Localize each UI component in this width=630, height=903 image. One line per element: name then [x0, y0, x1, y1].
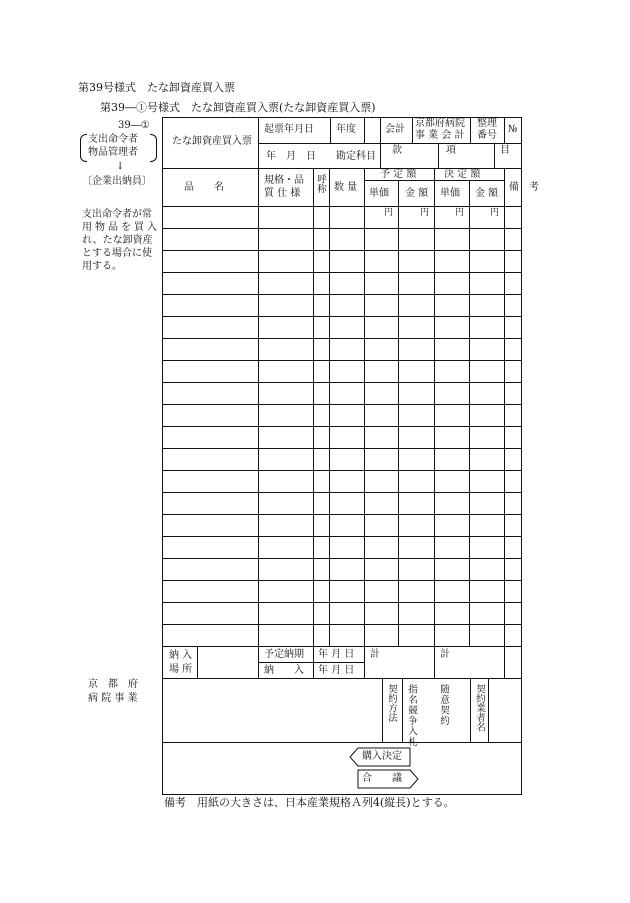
table-row	[162, 558, 522, 559]
delivery-place-label-1: 納 入	[169, 650, 193, 661]
accounting-name-1: 京都府病院	[415, 118, 465, 129]
table-row	[162, 580, 522, 581]
org-name-1: 京 都 府	[88, 679, 138, 690]
col-remarks: 備 考	[509, 182, 539, 193]
moku-label: 目	[500, 145, 510, 156]
ref-label-2: 番号	[477, 130, 497, 141]
method-designated-bid: 指名競争入札	[405, 684, 417, 747]
delivered-ymd: 年 月 日	[318, 665, 355, 676]
doc-name: たな卸資産買入票	[172, 136, 252, 147]
fiscal-year-label: 年度	[336, 124, 356, 135]
form-number: 39―①	[118, 120, 150, 131]
method-private-contract: 随意契約	[437, 684, 449, 726]
kou-label: 項	[446, 145, 456, 156]
table-row	[162, 316, 522, 317]
contract-method-label: 契約方法	[385, 684, 397, 722]
issue-date-label: 起票年月日	[264, 124, 314, 135]
table-row	[162, 470, 522, 471]
col-planned-unit-price: 単価	[369, 188, 389, 199]
table-row	[162, 426, 522, 427]
delivery-place-label-2: 場 所	[169, 664, 193, 675]
table-row	[162, 250, 522, 251]
col-item-name: 品 名	[184, 182, 224, 193]
decided-total-label: 計	[440, 649, 450, 660]
table-row	[162, 338, 522, 339]
org-name-2: 病 院 事 業	[88, 693, 138, 704]
contractor-name-label: 契約業者名	[473, 684, 485, 732]
planned-total-label: 計	[370, 649, 380, 660]
yen-mark: 円	[490, 208, 500, 218]
table-row	[162, 536, 522, 537]
date-ymd: 年 月 日	[266, 151, 316, 162]
accounting-label: 会計	[385, 124, 405, 135]
paper-size-note: 備考 用紙の大きさは、日本産業規格Ａ列4(縦長)とする。	[164, 796, 455, 809]
scheduled-delivery-label: 予定納期	[264, 649, 304, 660]
col-decided-unit-price: 単価	[440, 188, 460, 199]
table-row	[162, 602, 522, 603]
kan-label: 款	[392, 145, 402, 156]
table-row	[162, 492, 522, 493]
table-row	[162, 360, 522, 361]
col-decided-amount: 決 定 額	[444, 169, 481, 180]
col-spec-1: 規格・品	[264, 175, 304, 186]
flow-destination: 〔企業出納員〕	[82, 176, 152, 187]
table-row	[162, 228, 522, 229]
yen-mark: 円	[384, 208, 394, 218]
table-row	[162, 514, 522, 515]
col-quantity: 数 量	[334, 182, 358, 193]
col-decided-amount-value: 金 額	[475, 188, 499, 199]
col-unit-label: 呼称	[314, 174, 326, 193]
no-label: №	[508, 124, 518, 135]
table-row	[162, 272, 522, 273]
scheduled-ymd: 年 月 日	[318, 649, 355, 660]
delivered-label: 納 入	[264, 665, 304, 676]
consultation-label: 合 議	[362, 773, 402, 784]
col-planned-amount-value: 金 額	[405, 188, 429, 199]
form-title: 第39号様式 たな卸資産買入票	[78, 81, 235, 94]
account-label: 勘定科目	[336, 151, 376, 162]
usage-note: 支出命令者が常 用物品を買入 れ、たな卸資産 とする場合に使 用する。	[82, 209, 160, 272]
table-row	[162, 404, 522, 405]
table-row	[162, 382, 522, 383]
table-row	[162, 448, 522, 449]
subform-title: 第39―①号様式 たな卸資産買入票(たな卸資産買入票)	[100, 101, 376, 114]
yen-mark: 円	[455, 208, 465, 218]
accounting-name-2: 事 業 会 計	[415, 130, 465, 141]
col-spec-2: 質 仕 様	[264, 188, 301, 199]
purchase-decision-label: 購入決定	[362, 751, 402, 762]
yen-mark: 円	[420, 208, 430, 218]
table-row	[162, 624, 522, 625]
approval-arrows	[348, 744, 420, 792]
table-row	[162, 294, 522, 295]
ref-label-1: 整理	[477, 118, 497, 129]
flow-arrow: ↓	[116, 161, 125, 172]
col-planned-amount: 予 定 額	[380, 169, 417, 180]
